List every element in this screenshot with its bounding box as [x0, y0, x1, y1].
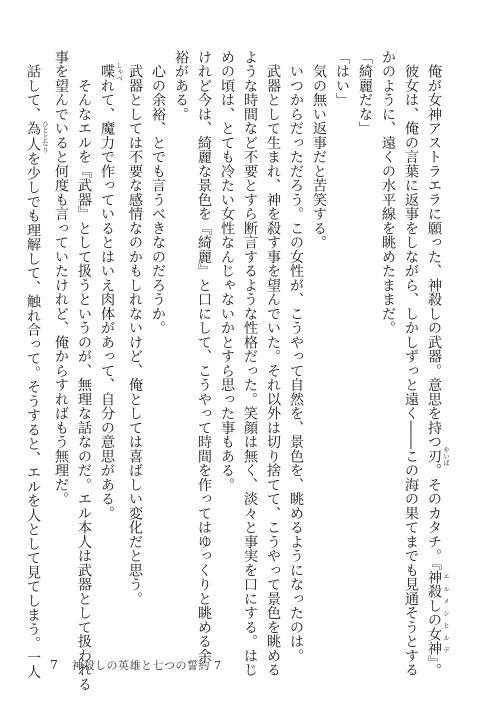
text-segment: を少しでも理解して、触れ合って。そうすると、エルを人として見てしまう。一人 — [25, 151, 41, 679]
text-line-8: 武器として生まれ、神を殺す事を望んでいた。それ以外は切り捨てて、こうやって景色を眺める — [265, 50, 281, 677]
page-footer — [50, 657, 221, 673]
text-line-5: 「はい」 — [334, 50, 350, 107]
text-line-13: 心の余裕、とでも言うべきなのだろうか。 — [150, 50, 166, 335]
text-segment: 。そのカタチ。『 — [426, 463, 442, 571]
text-line-10: めの頃は、とても冷たい女性なんじゃないかとすら思った事もある。 — [219, 50, 235, 492]
ruby-reading: エルメンヒルデ — [442, 570, 450, 656]
ruby-base: 神殺しの女神 — [426, 570, 442, 656]
ruby-base: 刃 — [426, 446, 442, 466]
text-line-14: 武器としては不要な感情なのかもしれないけど、俺としては喜ばしい変化だと思う。 — [127, 50, 143, 606]
ruby-shabere — [99, 61, 123, 82]
text-line-15 — [95, 50, 123, 628]
text-line-1 — [422, 50, 450, 678]
text-line-6: 気の無い返事だと苦笑する。 — [311, 50, 327, 250]
page-number: 7 — [50, 657, 58, 672]
ruby-reading: しゃべ — [115, 61, 123, 82]
ruby-reading: やいば — [442, 446, 450, 466]
text-line-11: けれど今は、綺麗な景色を『綺麗』と口にして、こうやって時間を作ってはゆっくりと眺める余 — [196, 50, 212, 663]
text-segment: 』。 — [426, 655, 442, 678]
ruby-reading: ひととなり — [41, 120, 49, 153]
text-line-18 — [21, 50, 49, 679]
text-segment: 俺が女神アストラエラに願った、神殺しの武器。意思を持つ — [426, 50, 442, 449]
ruby-goddess — [426, 570, 450, 656]
text-line-2: 彼女は、俺の言葉に返事をしながら、しかしずっと遠く――この海の果てまでも見通そうとする — [403, 50, 419, 677]
text-segment: れて、魔力で作っているとはいえ肉体があって、自分の意思がある。 — [99, 78, 115, 521]
ruby-blade — [426, 446, 450, 466]
ruby-hitonari — [25, 120, 49, 153]
text-line-17: 事を望んでいると何度も言っていたけれど、俺からすればもう無理だ。 — [53, 50, 69, 506]
text-line-7: いつからだっただろう。この女性が、こうやって自然を、景色を、眺めるようになったのは。 — [288, 50, 304, 663]
text-line-16: そんなエルを『武器』として扱うというのが、無理な話なのだ。エル本人は武器として扱われる — [76, 50, 92, 692]
running-title: 神殺しの英雄と七つの誓約 7 — [71, 659, 222, 672]
text-line-4: 「綺麗だな」 — [357, 50, 373, 136]
text-segment: 話して、 — [25, 64, 41, 122]
ruby-base: 喋 — [99, 61, 115, 82]
ruby-base: 為人 — [25, 120, 41, 153]
text-line-3: かのように、遠くの水平線を眺めたままだ。 — [380, 50, 396, 335]
text-line-12: 裕がある。 — [173, 50, 189, 122]
text-line-9: ような時間など不要とすら断言するような性格だった。笑顔は無く、淡々と事実を口にする。はじ — [242, 50, 258, 677]
